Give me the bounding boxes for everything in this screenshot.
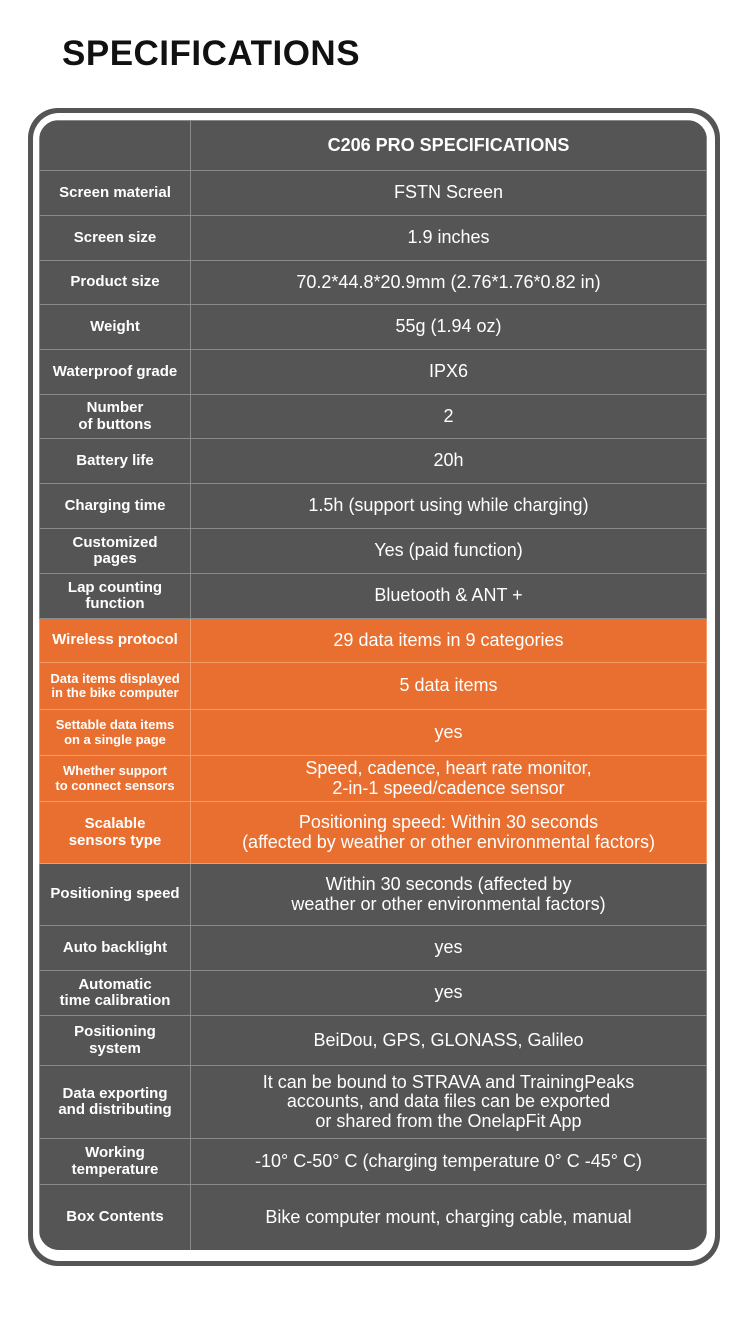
spec-value: FSTN Screen — [191, 171, 707, 216]
spec-label: Number of buttons — [40, 395, 191, 439]
spec-row-lap-counting — [40, 574, 707, 619]
spec-value: 5 data items — [191, 663, 707, 710]
spec-table-heading: C206 PRO SPECIFICATIONS — [191, 121, 707, 171]
spec-label: Working temperature — [40, 1139, 191, 1185]
spec-row-wireless-protocol — [40, 619, 707, 663]
spec-row-customized-pages — [40, 529, 707, 574]
spec-row-waterproof-grade — [40, 350, 707, 395]
spec-row-time-calibration — [40, 971, 707, 1016]
page-title: SPECIFICATIONS — [62, 34, 361, 73]
spec-row-battery-life — [40, 439, 707, 484]
spec-value: Bike computer mount, charging cable, manual — [191, 1185, 707, 1251]
spec-label: Product size — [40, 261, 191, 305]
spec-label: Settable data items on a single page — [40, 710, 191, 756]
spec-value: Yes (paid function) — [191, 529, 707, 574]
spec-value: Within 30 seconds (affected by weather or other environmental factors) — [191, 864, 707, 926]
spec-row-settable-data-items — [40, 710, 707, 756]
spec-label: Waterproof grade — [40, 350, 191, 395]
spec-label: Scalable sensors type — [40, 802, 191, 864]
spec-value: yes — [191, 926, 707, 971]
spec-value: 29 data items in 9 categories — [191, 619, 707, 663]
spec-label: Lap counting function — [40, 574, 191, 619]
spec-row-weight — [40, 305, 707, 350]
spec-row-auto-backlight — [40, 926, 707, 971]
spec-label: Wireless protocol — [40, 619, 191, 663]
spec-label: Automatic time calibration — [40, 971, 191, 1016]
spec-row-sensor-support — [40, 756, 707, 802]
spec-label: Whether support to connect sensors — [40, 756, 191, 802]
spec-value: 70.2*44.8*20.9mm (2.76*1.76*0.82 in) — [191, 261, 707, 305]
spec-label: Customized pages — [40, 529, 191, 574]
spec-row-scalable-sensors — [40, 802, 707, 864]
spec-row-data-exporting — [40, 1066, 707, 1139]
spec-value: -10° C-50° C (charging temperature 0° C -45° C) — [191, 1139, 707, 1185]
header-empty-cell — [40, 121, 191, 171]
spec-label: Data exporting and distributing — [40, 1066, 191, 1139]
spec-value: 1.9 inches — [191, 216, 707, 261]
spec-label: Positioning speed — [40, 864, 191, 926]
spec-row-screen-size — [40, 216, 707, 261]
spec-label: Screen size — [40, 216, 191, 261]
spec-label: Battery life — [40, 439, 191, 484]
spec-value: yes — [191, 710, 707, 756]
spec-row-charging-time — [40, 484, 707, 529]
spec-label: Weight — [40, 305, 191, 350]
spec-value: BeiDou, GPS, GLONASS, Galileo — [191, 1016, 707, 1066]
spec-row-positioning-system — [40, 1016, 707, 1066]
spec-row-box-contents — [40, 1185, 707, 1251]
spec-label: Auto backlight — [40, 926, 191, 971]
spec-value: Positioning speed: Within 30 seconds (affected by weather or other environmental factors) — [191, 802, 707, 864]
spec-row-data-items-displayed — [40, 663, 707, 710]
spec-value: 20h — [191, 439, 707, 484]
spec-label: Box Contents — [40, 1185, 191, 1251]
spec-value: 2 — [191, 395, 707, 439]
spec-value: 55g (1.94 oz) — [191, 305, 707, 350]
spec-label: Screen material — [40, 171, 191, 216]
spec-value: It can be bound to STRAVA and TrainingPeaks accounts, and data files can be exported or shared from the OnelapFit App — [191, 1066, 707, 1139]
spec-table-container — [39, 120, 707, 1250]
spec-label: Charging time — [40, 484, 191, 529]
spec-value: 1.5h (support using while charging) — [191, 484, 707, 529]
spec-row-screen-material — [40, 171, 707, 216]
spec-label: Data items displayed in the bike computer — [40, 663, 191, 710]
spec-value: Speed, cadence, heart rate monitor, 2-in-1 speed/cadence sensor — [191, 756, 707, 802]
spec-row-number-of-buttons — [40, 395, 707, 439]
spec-table-header-row — [40, 121, 707, 171]
spec-value: yes — [191, 971, 707, 1016]
spec-row-positioning-speed — [40, 864, 707, 926]
spec-table — [39, 120, 707, 1250]
spec-label: Positioning system — [40, 1016, 191, 1066]
spec-value: IPX6 — [191, 350, 707, 395]
spec-row-working-temperature — [40, 1139, 707, 1185]
spec-value: Bluetooth & ANT + — [191, 574, 707, 619]
spec-row-product-size — [40, 261, 707, 305]
